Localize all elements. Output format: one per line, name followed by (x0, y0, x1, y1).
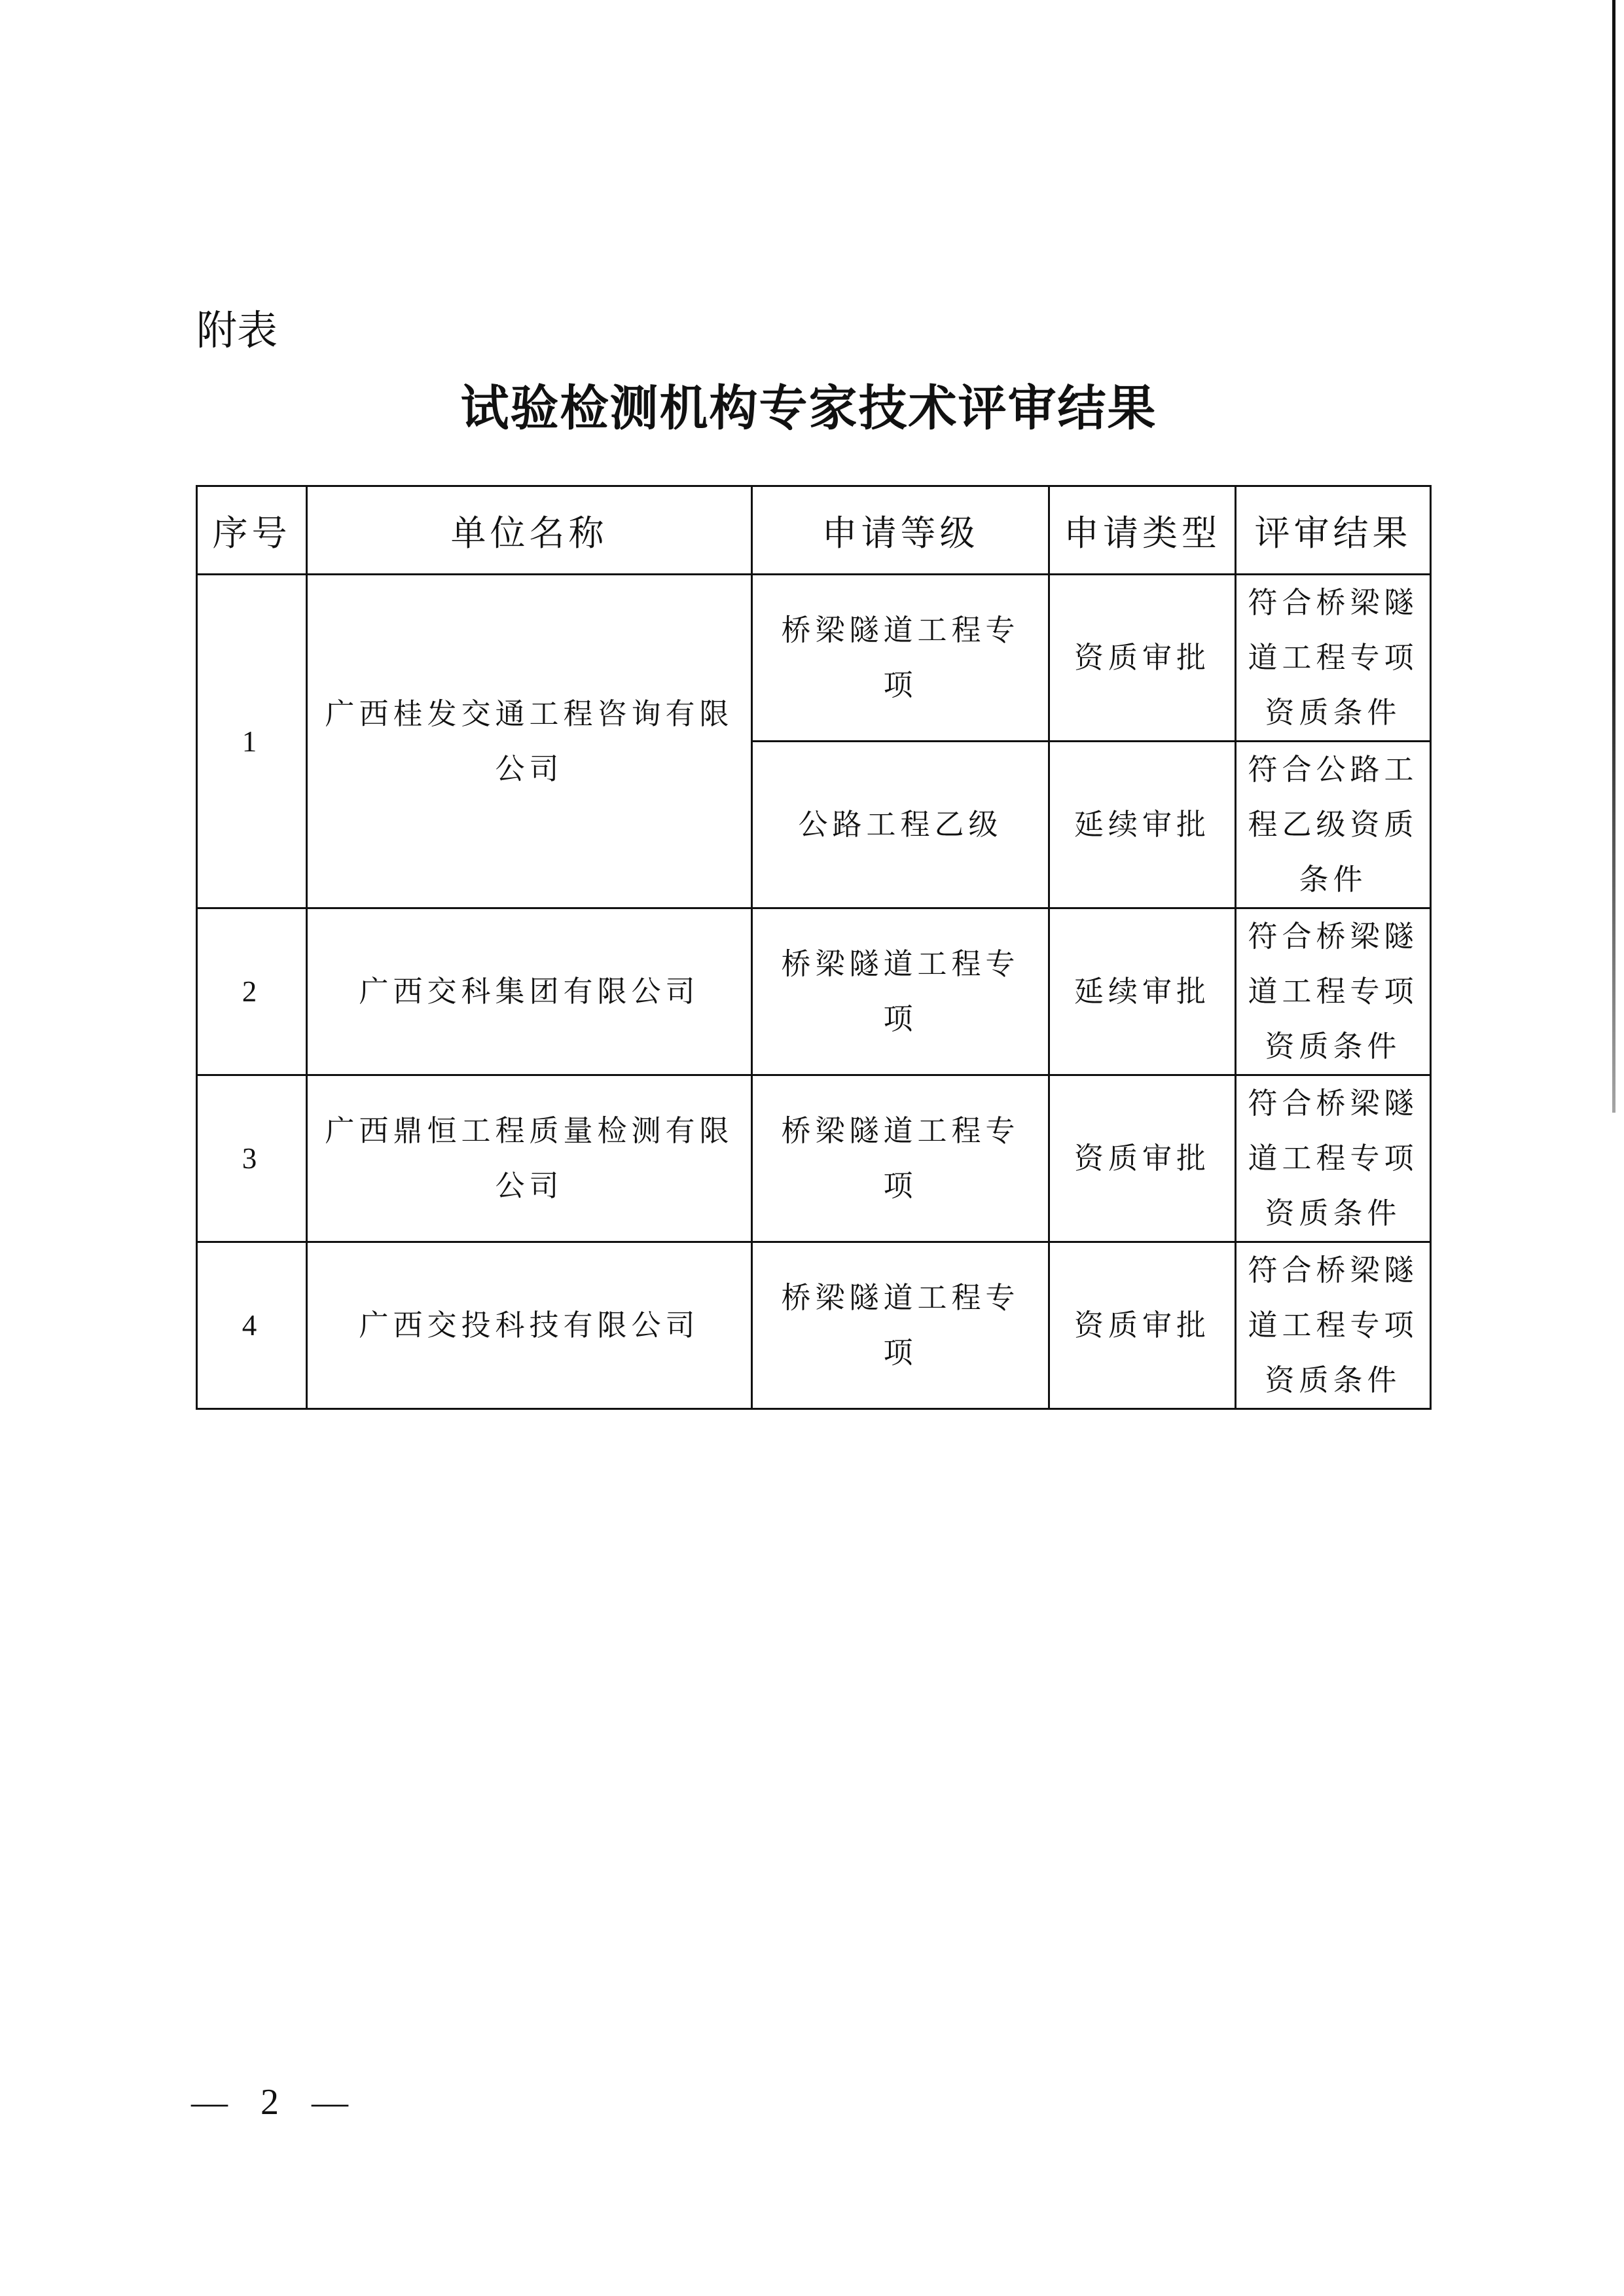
header-apply-type: 申请类型 (1049, 486, 1236, 575)
table-row (197, 1075, 1431, 1242)
scan-edge-line (1612, 0, 1615, 1113)
cell-apply-type: 资质审批 (1049, 575, 1236, 742)
cell-apply-level: 桥梁隧道工程专项 (752, 908, 1049, 1075)
cell-unit-name: 广西桂发交通工程咨询有限公司 (307, 575, 752, 908)
cell-seq: 1 (197, 575, 307, 908)
table-header-row (197, 486, 1431, 575)
table-row (197, 908, 1431, 1075)
page-number: — 2 — (191, 2082, 360, 2123)
table-row (197, 575, 1431, 742)
header-apply-level: 申请等级 (752, 486, 1049, 575)
cell-apply-level: 公路工程乙级 (752, 742, 1049, 908)
cell-review-result: 符合桥梁隧道工程专项资质条件 (1236, 908, 1431, 1075)
table-row (197, 1242, 1431, 1409)
cell-apply-type: 资质审批 (1049, 1075, 1236, 1242)
document-title (0, 370, 1624, 439)
cell-apply-type: 资质审批 (1049, 1242, 1236, 1409)
header-unit-name: 单位名称 (307, 486, 752, 575)
cell-review-result: 符合桥梁隧道工程专项资质条件 (1236, 1242, 1431, 1409)
cell-apply-level: 桥梁隧道工程专项 (752, 1075, 1049, 1242)
cell-review-result: 符合公路工程乙级资质条件 (1236, 742, 1431, 908)
cell-seq: 2 (197, 908, 307, 1075)
cell-seq: 4 (197, 1242, 307, 1409)
cell-review-result: 符合桥梁隧道工程专项资质条件 (1236, 575, 1431, 742)
header-review-result: 评审结果 (1236, 486, 1431, 575)
cell-apply-type: 延续审批 (1049, 908, 1236, 1075)
header-seq: 序号 (197, 486, 307, 575)
cell-unit-name: 广西鼎恒工程质量检测有限公司 (307, 1075, 752, 1242)
attachment-label: 附表 (196, 306, 278, 354)
cell-seq: 3 (197, 1075, 307, 1242)
cell-apply-level: 桥梁隧道工程专项 (752, 575, 1049, 742)
cell-unit-name: 广西交科集团有限公司 (307, 908, 752, 1075)
cell-apply-level: 桥梁隧道工程专项 (752, 1242, 1049, 1409)
cell-unit-name: 广西交投科技有限公司 (307, 1242, 752, 1409)
cell-review-result: 符合桥梁隧道工程专项资质条件 (1236, 1075, 1431, 1242)
cell-apply-type: 延续审批 (1049, 742, 1236, 908)
document-title-text: 试验检测机构专家技术评审结果 (460, 380, 1157, 437)
review-results-table (196, 485, 1432, 1410)
